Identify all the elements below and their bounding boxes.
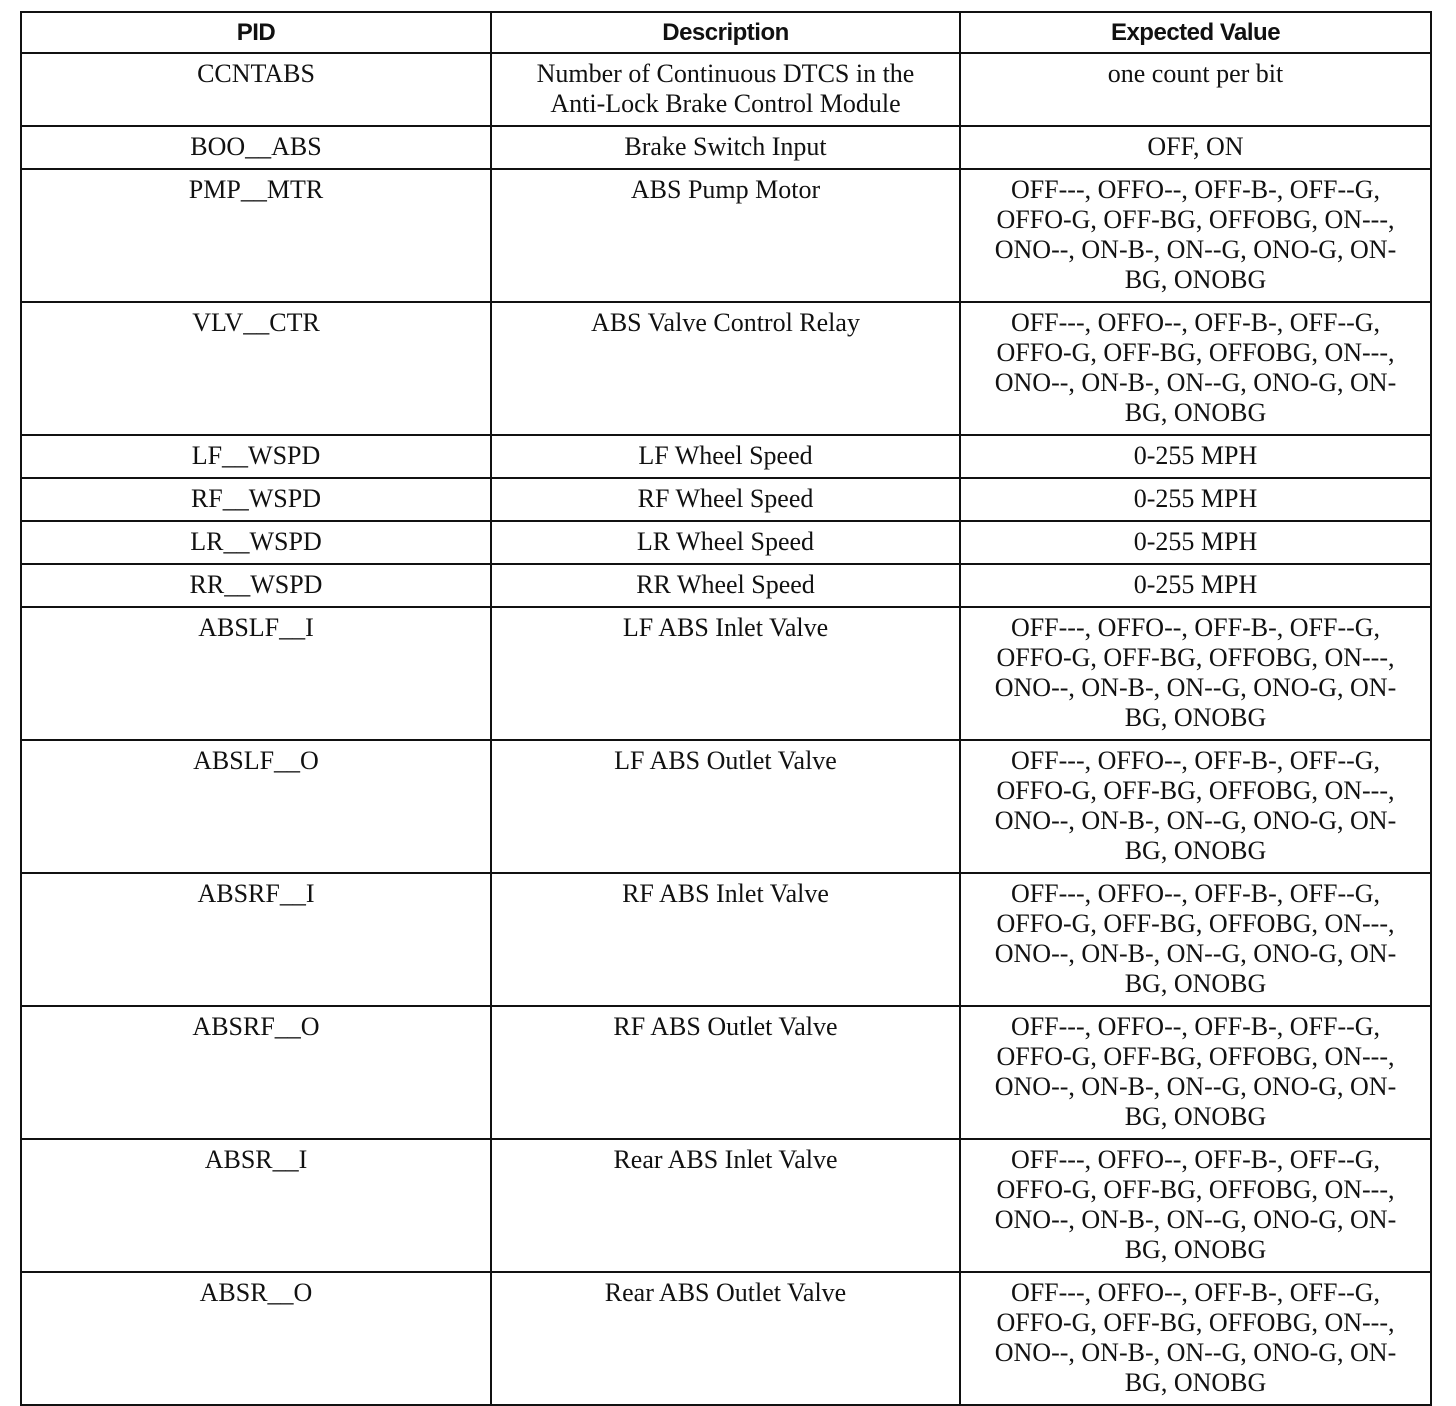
description-cell: LR Wheel Speed (491, 521, 960, 564)
expected-value-cell: 0-255 MPH (960, 435, 1431, 478)
expected-value-cell: 0-255 MPH (960, 521, 1431, 564)
column-header-expected-value: Expected Value (960, 12, 1431, 53)
pid-cell: ABSLF__I (21, 607, 491, 740)
pid-cell: VLV__CTR (21, 302, 491, 435)
table-row (21, 521, 1431, 564)
description-cell: LF Wheel Speed (491, 435, 960, 478)
table-row (21, 1139, 1431, 1272)
table-row (21, 126, 1431, 169)
expected-value-cell: OFF---, OFFO--, OFF-B-, OFF--G, OFFO-G, OFF-BG, OFFOBG, ON---, ONO--, ON-B-, ON--G, ONO-G, ON-BG, ONOBG (960, 740, 1431, 873)
expected-value-cell: OFF---, OFFO--, OFF-B-, OFF--G, OFFO-G, OFF-BG, OFFOBG, ON---, ONO--, ON-B-, ON--G, ONO-G, ON-BG, ONOBG (960, 607, 1431, 740)
pid-cell: CCNTABS (21, 53, 491, 126)
table-row (21, 435, 1431, 478)
description-cell: Number of Continuous DTCS in the Anti-Lock Brake Control Module (491, 53, 960, 126)
description-cell: RF Wheel Speed (491, 478, 960, 521)
description-cell: RF ABS Outlet Valve (491, 1006, 960, 1139)
expected-value-cell: OFF---, OFFO--, OFF-B-, OFF--G, OFFO-G, OFF-BG, OFFOBG, ON---, ONO--, ON-B-, ON--G, ONO-G, ON-BG, ONOBG (960, 302, 1431, 435)
pid-cell: ABSRF__O (21, 1006, 491, 1139)
pid-table (20, 11, 1432, 1406)
expected-value-cell: OFF---, OFFO--, OFF-B-, OFF--G, OFFO-G, OFF-BG, OFFOBG, ON---, ONO--, ON-B-, ON--G, ONO-G, ON-BG, ONOBG (960, 169, 1431, 302)
pid-cell: ABSR__O (21, 1272, 491, 1405)
description-cell: Rear ABS Outlet Valve (491, 1272, 960, 1405)
pid-cell: RR__WSPD (21, 564, 491, 607)
description-cell: LF ABS Outlet Valve (491, 740, 960, 873)
column-header-description: Description (491, 12, 960, 53)
pid-cell: ABSRF__I (21, 873, 491, 1006)
expected-value-cell: one count per bit (960, 53, 1431, 126)
table-row (21, 1006, 1431, 1139)
table-row (21, 740, 1431, 873)
description-cell: Rear ABS Inlet Valve (491, 1139, 960, 1272)
pid-cell: BOO__ABS (21, 126, 491, 169)
pid-cell: RF__WSPD (21, 478, 491, 521)
header-row (21, 12, 1431, 53)
pid-cell: LR__WSPD (21, 521, 491, 564)
expected-value-cell: OFF---, OFFO--, OFF-B-, OFF--G, OFFO-G, OFF-BG, OFFOBG, ON---, ONO--, ON-B-, ON--G, ONO-G, ON-BG, ONOBG (960, 1139, 1431, 1272)
expected-value-cell: OFF---, OFFO--, OFF-B-, OFF--G, OFFO-G, OFF-BG, OFFOBG, ON---, ONO--, ON-B-, ON--G, ONO-G, ON-BG, ONOBG (960, 873, 1431, 1006)
table-row (21, 302, 1431, 435)
description-cell: LF ABS Inlet Valve (491, 607, 960, 740)
expected-value-cell: 0-255 MPH (960, 478, 1431, 521)
pid-cell: ABSLF__O (21, 740, 491, 873)
description-cell: ABS Valve Control Relay (491, 302, 960, 435)
table-row (21, 478, 1431, 521)
table-row (21, 169, 1431, 302)
expected-value-cell: OFF---, OFFO--, OFF-B-, OFF--G, OFFO-G, OFF-BG, OFFOBG, ON---, ONO--, ON-B-, ON--G, ONO-G, ON-BG, ONOBG (960, 1272, 1431, 1405)
table-row (21, 1272, 1431, 1405)
column-header-pid: PID (21, 12, 491, 53)
table-row (21, 873, 1431, 1006)
expected-value-cell: OFF, ON (960, 126, 1431, 169)
table-row (21, 564, 1431, 607)
expected-value-cell: 0-255 MPH (960, 564, 1431, 607)
description-cell: ABS Pump Motor (491, 169, 960, 302)
pid-cell: LF__WSPD (21, 435, 491, 478)
pid-cell: ABSR__I (21, 1139, 491, 1272)
description-cell: RR Wheel Speed (491, 564, 960, 607)
table-row (21, 607, 1431, 740)
table-row (21, 53, 1431, 126)
description-cell: RF ABS Inlet Valve (491, 873, 960, 1006)
description-cell: Brake Switch Input (491, 126, 960, 169)
pid-cell: PMP__MTR (21, 169, 491, 302)
expected-value-cell: OFF---, OFFO--, OFF-B-, OFF--G, OFFO-G, OFF-BG, OFFOBG, ON---, ONO--, ON-B-, ON--G, ONO-G, ON-BG, ONOBG (960, 1006, 1431, 1139)
